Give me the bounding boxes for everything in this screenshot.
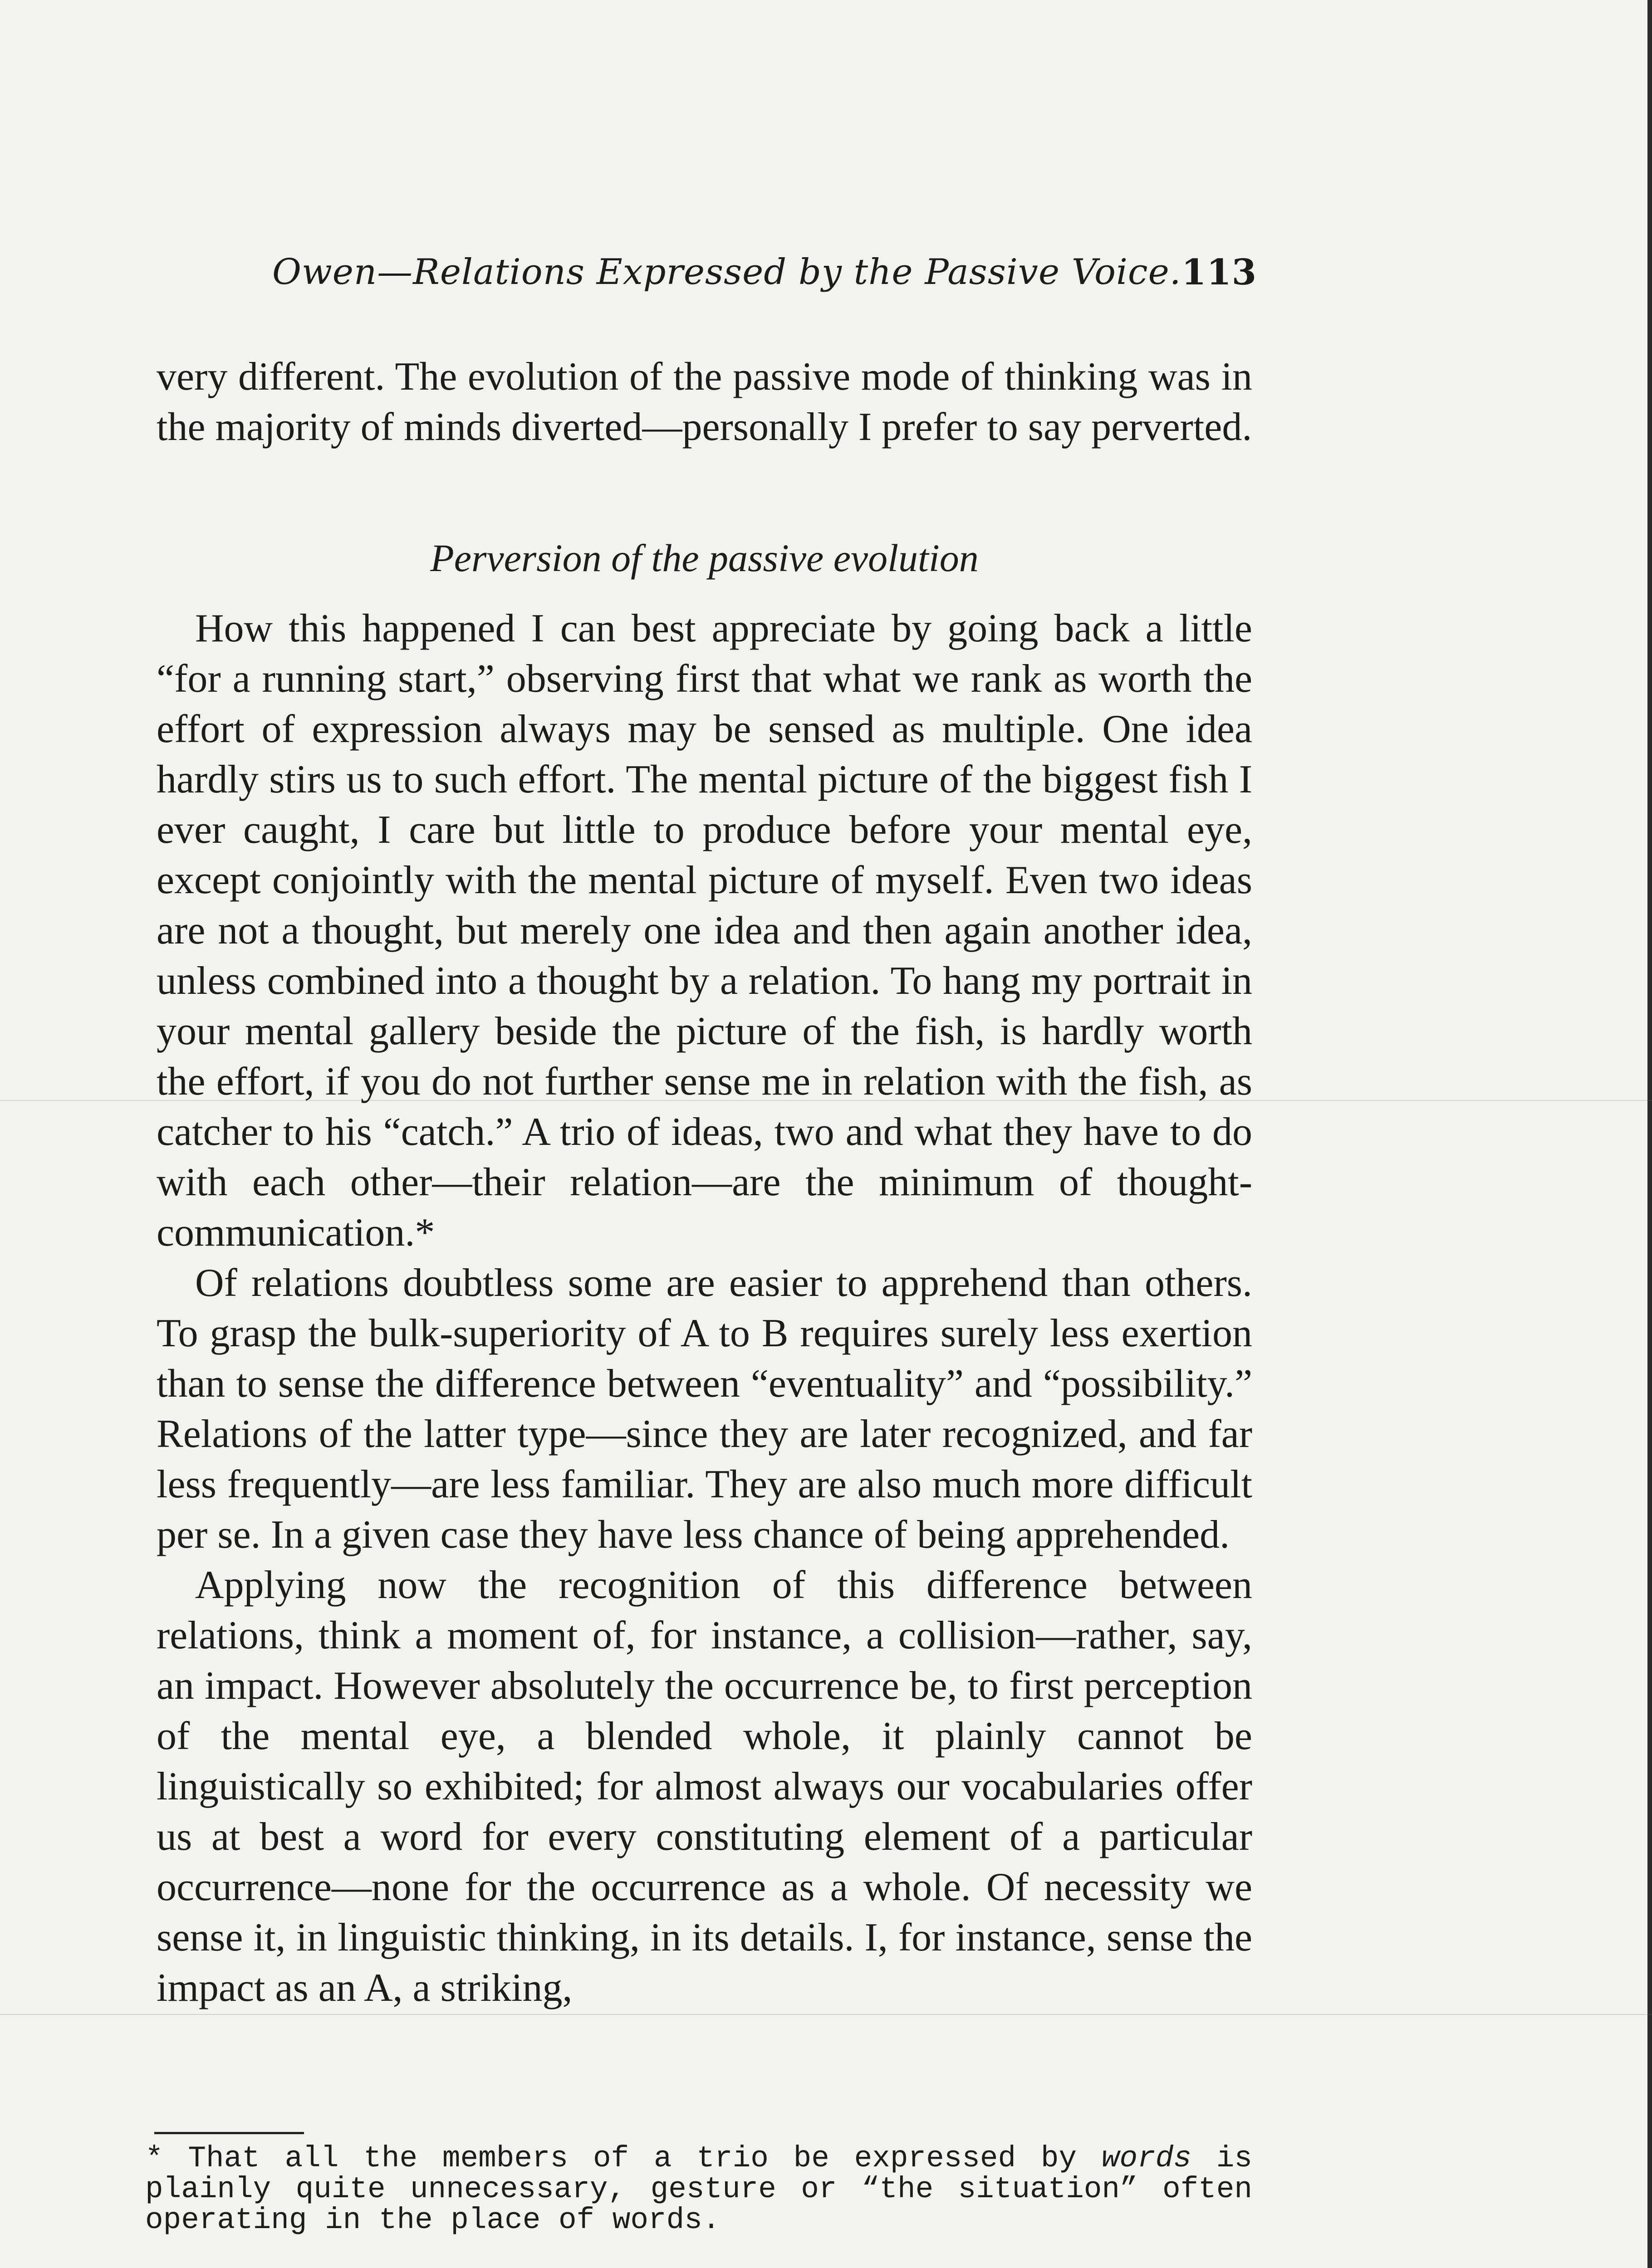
- fold-line: [0, 2014, 1652, 2015]
- running-head: [272, 252, 1257, 293]
- intro-paragraph-block: [157, 352, 1252, 452]
- footnote-rule: [154, 2132, 304, 2134]
- footnote: [145, 2143, 1252, 2236]
- footnote-text-start: * That all the members of a trio be expressed by: [145, 2141, 1102, 2175]
- body-text: [157, 603, 1252, 2013]
- section-heading: Perversion of the passive evolution: [430, 536, 979, 580]
- intro-paragraph: very different. The evolution of the passive mode of thinking was in the majority of minds diverted—personally I prefer to say perverted.: [157, 355, 1252, 449]
- running-head-title: Owen—Relations Expressed by the Passive Voice.: [272, 252, 1181, 293]
- page-number: 113: [1181, 252, 1257, 293]
- paragraph: Applying now the recognition of this difference between relations, think a moment of, for instance, a collision—rather, say, an impact. However absolutely the occurrence be, to first perception of the mental eye, a blended whole, it plainly cannot be linguistically so exhibited; for almost always our vocabularies offer us at best a word for every constituting element of a particular occurrence—none for the occurrence as a whole. Of necessity we sense it, in linguistic thinking, in its details. I, for instance, sense the impact as an A, a striking,: [157, 1563, 1252, 2010]
- footnote-text-end: is plainly quite unnecessary, gesture or “the situation” often operating in the place of words.: [145, 2141, 1252, 2237]
- page-edge: [1647, 0, 1652, 2268]
- paragraph: Of relations doubtless some are easier to apprehend than others. To grasp the bulk-superiority of A to B requires surely less exertion than to sense the difference between “eventuality” and “possibility.” Relations of the latter type—since they are later recognized, and far less frequently—are less familiar. They are also much more difficult per se. In a given case they have less chance of being apprehended.: [157, 1261, 1252, 1557]
- footnote-emphasis: words: [1101, 2141, 1191, 2175]
- paragraph: How this happened I can best appreciate by going back a little “for a running start,” observing first that what we rank as worth the effort of expression always may be sensed as multiple. One idea hardly stirs us to such effort. The mental picture of the biggest fish I ever caught, I care but little to produce before your mental eye, except conjointly with the mental picture of myself. Even two ideas are not a thought, but merely one idea and then again another idea, unless combined into a thought by a relation. To hang my portrait in your mental gallery beside the picture of the fish, is hardly worth the effort, if you do not further sense me in relation with the fish, as catcher to his “catch.” A trio of ideas, two and what they have to do with each other—their relation—are the minimum of thought-communication.*: [157, 606, 1252, 1255]
